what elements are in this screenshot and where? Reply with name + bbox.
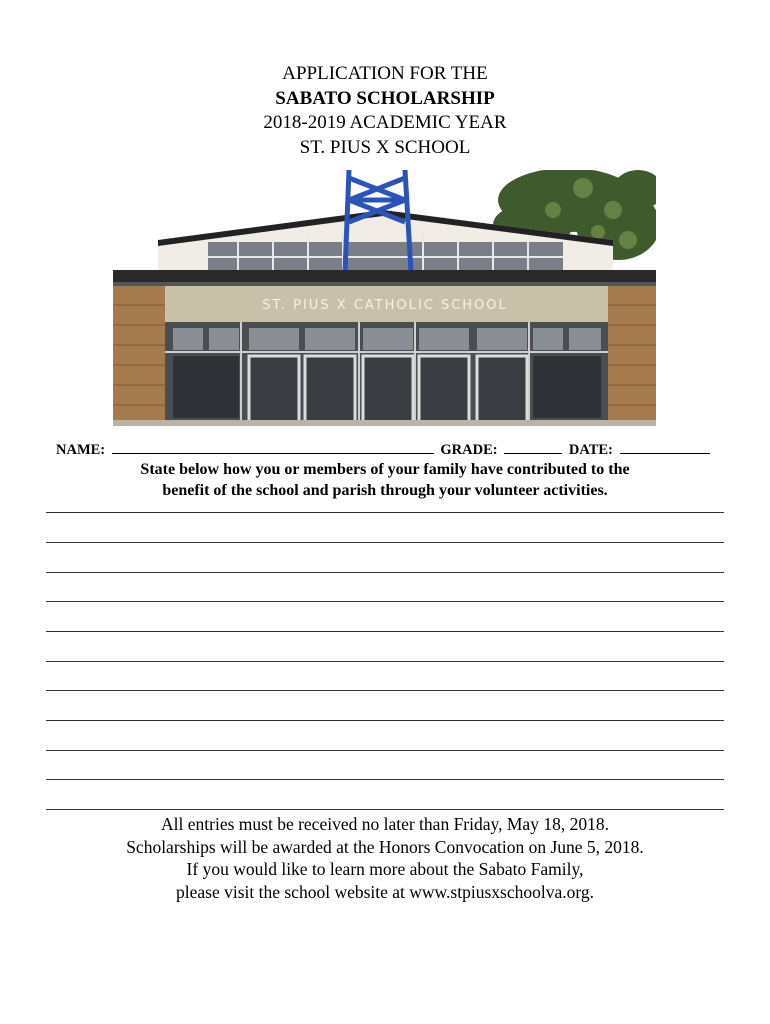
footer-learn-more: If you would like to learn more about the Sabato Family,: [186, 859, 584, 879]
grade-label: GRADE:: [440, 442, 498, 458]
grade-field[interactable]: [504, 440, 562, 454]
footer-deadline: All entries must be received no later than Friday, May 18, 2018.: [161, 814, 609, 834]
school-building-photo: [113, 170, 656, 426]
answer-line[interactable]: [46, 512, 724, 513]
answer-line[interactable]: [46, 720, 724, 721]
answer-line[interactable]: [46, 661, 724, 662]
date-field[interactable]: [620, 440, 710, 454]
answer-line[interactable]: [46, 542, 724, 543]
answer-line[interactable]: [46, 809, 724, 810]
date-label: DATE:: [568, 442, 613, 458]
entrance-doors: [249, 356, 527, 424]
answer-line[interactable]: [46, 690, 724, 691]
footer-award-date: Scholarships will be awarded at the Honors Convocation on June 5, 2018.: [126, 836, 644, 857]
footer-notice: [0, 813, 770, 903]
header-line-academic-year: 2018-2019 ACADEMIC YEAR: [263, 112, 507, 133]
name-label: NAME:: [56, 442, 106, 458]
answer-line[interactable]: [46, 750, 724, 751]
applicant-fields-row: [56, 440, 716, 459]
prompt-line-2: benefit of the school and parish through your volunteer activities.: [162, 482, 608, 499]
name-field[interactable]: [112, 440, 434, 454]
answer-line[interactable]: [46, 601, 724, 602]
answer-line[interactable]: [46, 631, 724, 632]
header-line-school: ST. PIUS X SCHOOL: [299, 136, 471, 158]
answer-line[interactable]: [46, 779, 724, 780]
prompt-line-1: State below how you or members of your family have contributed to the: [140, 461, 630, 478]
building-sign: ST. PIUS X CATHOLIC SCHOOL: [262, 298, 508, 313]
header-line-application: APPLICATION FOR THE: [282, 63, 488, 84]
header-line-scholarship: SABATO SCHOLARSHIP: [275, 87, 495, 109]
form-header: [0, 62, 770, 160]
volunteer-prompt: [0, 459, 770, 501]
footer-website: please visit the school website at www.stpiusxschoolva.org.: [176, 881, 594, 902]
answer-line[interactable]: [46, 572, 724, 573]
